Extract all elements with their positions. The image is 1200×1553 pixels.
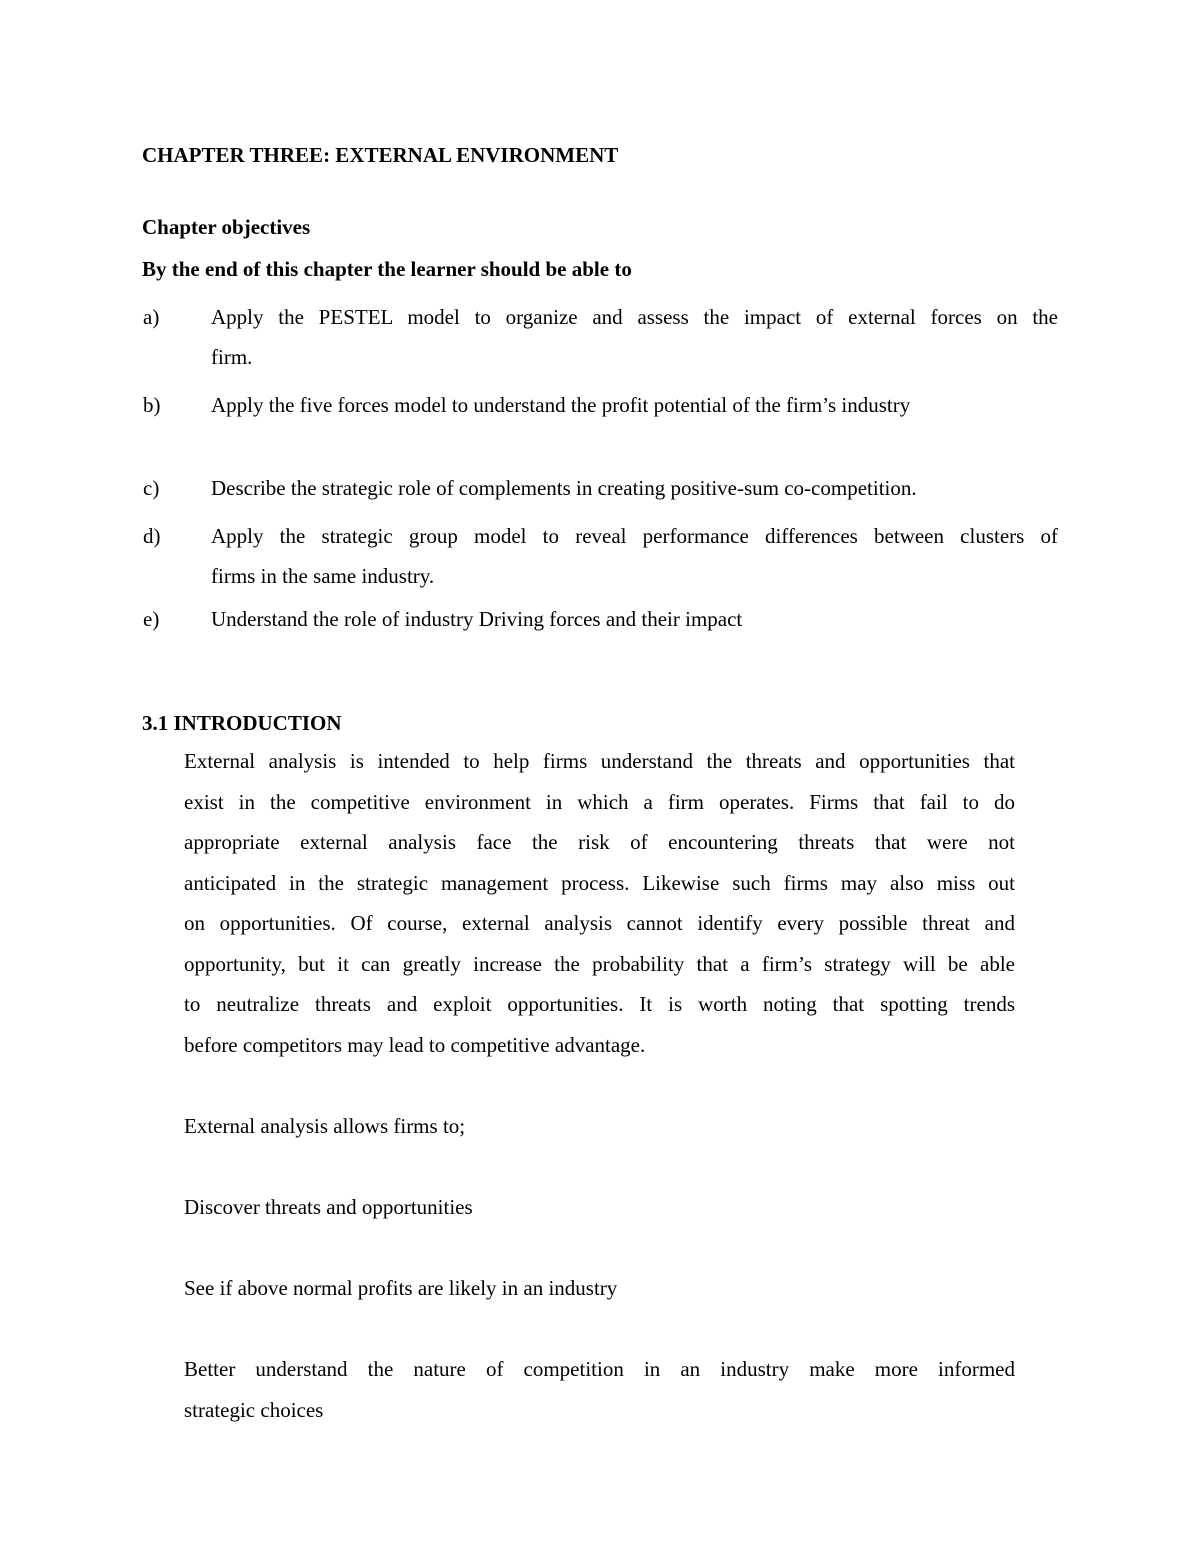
list-item-letter: b) <box>143 393 161 417</box>
list-item-line: Apply the PESTEL model to organize and assess the impact of external forces on the <box>211 305 1058 329</box>
paragraph-line: External analysis is intended to help firms understand the threats and opportunities that <box>184 749 1015 773</box>
objectives-heading: Chapter objectives <box>142 215 311 239</box>
list-item: Discover threats and opportunities <box>184 1195 473 1219</box>
list-item-letter: d) <box>143 524 161 548</box>
paragraph-line: opportunity, but it can greatly increase the probability that a firm’s strategy will be able <box>184 952 1015 976</box>
list-item-letter: c) <box>143 476 160 500</box>
paragraph-line: appropriate external analysis face the risk of encountering threats that were not <box>184 830 1015 854</box>
paragraph-line: on opportunities. Of course, external analysis cannot identify every possible threat and <box>184 911 1015 935</box>
list-item-letter: e) <box>143 607 160 631</box>
paragraph-line: before competitors may lead to competitive advantage. <box>184 1033 646 1057</box>
list-item: See if above normal profits are likely in an industry <box>184 1276 618 1300</box>
allows-intro: External analysis allows firms to; <box>184 1114 466 1138</box>
list-item-line: firms in the same industry. <box>211 564 435 588</box>
list-item-line: Describe the strategic role of complements in creating positive-sum co-competition. <box>211 476 917 500</box>
objectives-intro: By the end of this chapter the learner should be able to <box>142 257 632 281</box>
list-item-line: strategic choices <box>184 1398 324 1422</box>
list-item-line: Apply the strategic group model to reveal performance differences between clusters of <box>211 524 1058 548</box>
paragraph-line: anticipated in the strategic management process. Likewise such firms may also miss out <box>184 871 1015 895</box>
list-item-line: Better understand the nature of competition in an industry make more informed <box>184 1357 1015 1381</box>
paragraph-line: to neutralize threats and exploit opportunities. It is worth noting that spotting trends <box>184 992 1015 1016</box>
list-item-line: Apply the five forces model to understand the profit potential of the firm’s industry <box>211 393 911 417</box>
list-item-letter: a) <box>143 305 160 329</box>
chapter-title: CHAPTER THREE: EXTERNAL ENVIRONMENT <box>142 143 619 167</box>
list-item-line: firm. <box>211 345 253 369</box>
section-heading: 3.1 INTRODUCTION <box>142 711 342 735</box>
list-item-line: Understand the role of industry Driving forces and their impact <box>211 607 743 631</box>
paragraph-line: exist in the competitive environment in which a firm operates. Firms that fail to do <box>184 790 1015 814</box>
